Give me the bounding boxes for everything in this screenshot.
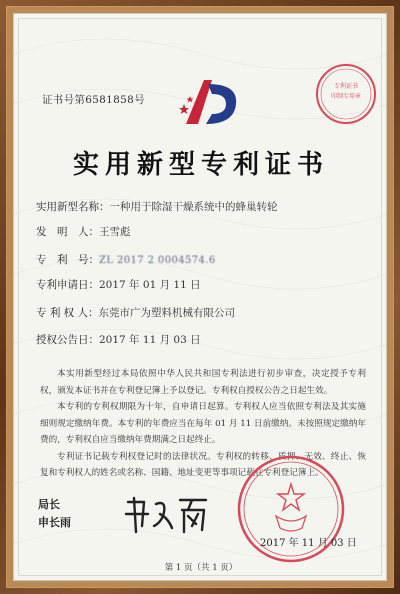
body-paragraph: 本实用新型经过本局依照中华人民共和国专利法进行初步审查，决定授予专利权，颁发本证书并在专利登记簿上予以登记。专利权自授权公告之日起生效。	[40, 369, 366, 396]
page-number: 第 1 页（共 1 页）	[164, 563, 238, 573]
field-grant-date: 授权公告日：2017 年 11 月 03 日	[36, 334, 201, 346]
certificate-number: 证书号第6581858号	[42, 94, 145, 106]
field-inventor: 发 明 人：王雪彪	[36, 226, 131, 238]
director-name: 申长雨	[38, 516, 71, 529]
body-paragraph: 专利证书记载专利权登记时的法律状况。专利权的转移、质押、无效、终止、恢复和专利权人的姓名或名称、国籍、地址变更等事项记载在专利登记簿上。	[40, 451, 366, 478]
patent-office-logo-icon	[178, 74, 242, 130]
handwritten-signature-icon	[122, 492, 212, 536]
field-utility-model-name: 实用新型名称：一种用于除湿干燥系统中的蜂巢转轮	[36, 201, 278, 213]
svg-text:专利证书: 专利证书	[333, 83, 359, 90]
director-title: 局长	[38, 498, 60, 511]
certificate-paper	[13, 13, 387, 581]
field-patent-number: 专 利 号：ZL 2017 2 0004574.6	[36, 254, 216, 266]
seal-date: 2017 年 11 月 03 日	[260, 538, 357, 549]
field-patentee: 专 利 权 人：东莞市广为塑料机械有限公司	[36, 307, 236, 319]
top-red-seal-icon	[314, 62, 378, 126]
body-paragraph: 本专利的专利权期限为十年，自申请日起算。专利权人应当依照专利法及其实施细则规定缴纳年费。本专利的年费应当在每年 01 月 11 日前缴纳。未按照规定缴纳年费的，专利权自应当缴纳年费期满之日起终止。	[40, 402, 366, 445]
certificate-title: 实用新型专利证书	[72, 150, 329, 180]
svg-text:印制专用章: 印制专用章	[330, 93, 362, 100]
field-application-date: 专利申请日：2017 年 01 月 11 日	[36, 279, 201, 291]
